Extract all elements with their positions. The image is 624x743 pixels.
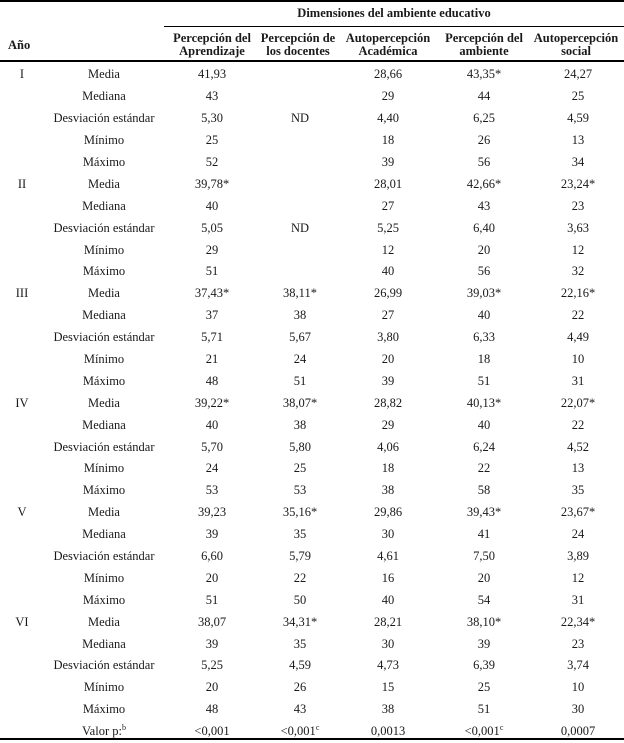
value-cell: 27 — [381, 198, 395, 213]
value-cell: 5,05 — [201, 220, 223, 235]
value-cell: 35,16* — [282, 505, 318, 520]
value-cell: 24 — [571, 527, 585, 542]
stat-label-cell: Mínimo — [83, 570, 125, 585]
value-cell: 5,70 — [201, 439, 223, 454]
value-cell: 39 — [381, 373, 395, 388]
value-cell: 38,07* — [282, 395, 318, 410]
col-header-percepcion-aprendizaje — [164, 32, 260, 58]
value-cell: 21 — [205, 352, 219, 367]
stat-label-cell: Mínimo — [83, 461, 125, 476]
value-cell: 6,39 — [473, 658, 495, 673]
value-cell: 18 — [381, 461, 395, 476]
year-cell: II — [17, 176, 27, 191]
value-cell: 13 — [571, 133, 585, 148]
value-cell: 56 — [477, 264, 491, 279]
value-cell — [260, 261, 340, 283]
stat-label-cell: Desviación estándar — [53, 111, 155, 126]
value-cell: 40 — [205, 198, 219, 213]
value-cell: 25 — [477, 680, 491, 695]
stat-label-cell: Desviación estándar — [53, 220, 155, 235]
stat-label-cell: Mínimo — [83, 133, 125, 148]
value-cell: 30 — [381, 527, 395, 542]
year-cell: V — [17, 505, 27, 520]
value-cell: 3,74 — [567, 658, 589, 673]
stat-label-cell: Mediana — [82, 527, 126, 542]
col-header-line: Autopercepción — [345, 31, 431, 45]
stat-label-cell: Máximo — [82, 592, 126, 607]
pvalue-cell-text: <0,001 — [194, 724, 230, 739]
value-cell: 5,71 — [201, 330, 223, 345]
stat-label-cell: Mediana — [82, 417, 126, 432]
year-cell — [0, 239, 44, 261]
value-cell: 27 — [381, 308, 395, 323]
value-cell: 51 — [477, 373, 491, 388]
year-cell — [0, 130, 44, 152]
value-cell: 6,60 — [201, 549, 223, 564]
stat-label-cell: Desviación estándar — [53, 549, 155, 564]
value-cell: 12 — [571, 570, 585, 585]
value-cell: ND — [290, 111, 310, 126]
col-header-autopercepcion-social — [528, 32, 624, 58]
value-cell: 37,43* — [194, 286, 230, 301]
table-row — [0, 173, 624, 195]
year-cell — [0, 108, 44, 130]
value-cell: 39,78* — [194, 176, 230, 191]
table-row — [0, 195, 624, 217]
stat-label-cell: Mínimo — [83, 242, 125, 257]
value-cell: 20 — [205, 570, 219, 585]
value-cell: 35 — [293, 636, 307, 651]
value-cell — [260, 152, 340, 174]
table-row — [0, 677, 624, 699]
table-row — [0, 392, 624, 414]
value-cell — [260, 130, 340, 152]
value-cell: 51 — [477, 702, 491, 717]
value-cell: 32 — [571, 264, 585, 279]
stat-label-cell: Desviación estándar — [53, 439, 155, 454]
value-cell: 48 — [205, 373, 219, 388]
footnote-marker: b — [121, 723, 126, 732]
table-row — [0, 152, 624, 174]
col-header-line: Percepción del — [445, 31, 523, 45]
value-cell: 12 — [571, 242, 585, 257]
value-cell: 35 — [571, 483, 585, 498]
value-cell: 40 — [205, 417, 219, 432]
col-header-line: Percepción del — [173, 31, 251, 45]
year-cell — [0, 217, 44, 239]
stat-label-cell: Máximo — [82, 155, 126, 169]
footnote-marker: c — [499, 723, 504, 732]
dimension-underline — [164, 26, 624, 27]
value-cell — [260, 195, 340, 217]
col-header-line: Autopercepción — [533, 31, 619, 45]
year-cell: I — [19, 67, 25, 82]
col-header-line: Académica — [358, 44, 418, 58]
year-cell — [0, 349, 44, 371]
value-cell: 6,25 — [473, 111, 495, 126]
year-cell: III — [15, 286, 29, 301]
value-cell: 4,49 — [567, 330, 589, 345]
value-cell: 39,23 — [197, 505, 227, 520]
value-cell: 29,86 — [373, 505, 403, 520]
table-row — [0, 86, 624, 108]
year-cell — [0, 305, 44, 327]
stat-label-cell: Máximo — [82, 373, 126, 388]
year-cell — [0, 86, 44, 108]
stat-label-cell: Mediana — [82, 308, 126, 323]
value-cell: 23,67* — [560, 505, 596, 520]
value-cell: 39 — [205, 527, 219, 542]
table-row — [0, 567, 624, 589]
stat-label-cell: Media — [88, 67, 120, 82]
value-cell: 10 — [571, 352, 585, 367]
value-cell: 50 — [293, 592, 307, 607]
value-cell: 25 — [571, 89, 585, 104]
value-cell: ND — [290, 220, 310, 235]
stat-label-cell: Media — [88, 614, 120, 629]
value-cell: 5,30 — [201, 111, 223, 126]
value-cell: 29 — [381, 89, 395, 104]
value-cell: 31 — [571, 373, 585, 388]
value-cell: 53 — [293, 483, 307, 498]
header-rule — [0, 60, 624, 62]
value-cell: 29 — [381, 417, 395, 432]
value-cell: 22 — [293, 570, 307, 585]
top-rule — [0, 0, 624, 2]
year-cell — [0, 414, 44, 436]
pvalue-label-cell-text: Valor p: — [82, 724, 122, 739]
col-header-autopercepcion-academica — [340, 32, 436, 58]
value-cell: 18 — [381, 133, 395, 148]
value-cell: 40 — [381, 264, 395, 279]
value-cell: 13 — [571, 461, 585, 476]
year-cell — [0, 589, 44, 611]
value-cell: 38,11* — [283, 286, 317, 301]
value-cell — [260, 64, 340, 86]
stat-label-cell: Mínimo — [83, 352, 125, 367]
value-cell: 28,66 — [373, 67, 403, 82]
value-cell: 24,27 — [563, 67, 593, 82]
year-cell — [0, 655, 44, 677]
value-cell: 38 — [293, 308, 307, 323]
value-cell: 38 — [381, 483, 395, 498]
table-row — [0, 370, 624, 392]
year-cell — [0, 327, 44, 349]
value-cell: 43 — [205, 89, 219, 104]
value-cell: 6,24 — [473, 439, 495, 454]
value-cell: 23,24* — [560, 176, 596, 191]
col-header-line: Percepción de — [260, 31, 336, 45]
value-cell: 41,93 — [197, 67, 227, 82]
table-row — [0, 458, 624, 480]
value-cell: 34,31* — [282, 614, 318, 629]
value-cell: 22,07* — [560, 395, 596, 410]
value-cell: 38 — [381, 702, 395, 717]
value-cell: 26 — [293, 680, 307, 695]
value-cell: 20 — [381, 352, 395, 367]
stat-label-cell: Máximo — [82, 702, 126, 717]
value-cell: 20 — [205, 680, 219, 695]
value-cell: 40 — [381, 592, 395, 607]
col-header-percepcion-docentes — [258, 32, 338, 58]
value-cell: 39,03* — [466, 286, 502, 301]
year-cell — [0, 677, 44, 699]
value-cell: 3,80 — [377, 330, 399, 345]
value-cell: 31 — [571, 592, 585, 607]
stat-label-cell: Máximo — [82, 483, 126, 498]
year-cell: IV — [15, 395, 29, 410]
value-cell: 25 — [293, 461, 307, 476]
value-cell: 52 — [205, 155, 219, 169]
table-row — [0, 633, 624, 655]
value-cell: 28,01 — [373, 176, 403, 191]
table-row — [0, 283, 624, 305]
value-cell: 40,13* — [466, 395, 502, 410]
value-cell: 51 — [205, 592, 219, 607]
stat-label-cell: Media — [88, 395, 120, 410]
value-cell: 18 — [477, 352, 491, 367]
value-cell: 22,34* — [560, 614, 596, 629]
value-cell: 15 — [381, 680, 395, 695]
footnote-marker: c — [315, 723, 320, 732]
value-cell: 22 — [477, 461, 491, 476]
value-cell: 28,21 — [373, 614, 403, 629]
stat-label-cell: Media — [88, 505, 120, 520]
value-cell: 39 — [477, 636, 491, 651]
table-body — [0, 64, 624, 743]
value-cell: 39 — [205, 636, 219, 651]
value-cell: 43 — [477, 198, 491, 213]
table-row — [0, 414, 624, 436]
table-row — [0, 349, 624, 371]
table-row — [0, 327, 624, 349]
value-cell: 22,16* — [560, 286, 596, 301]
value-cell: 39,43* — [466, 505, 502, 520]
value-cell: 16 — [381, 570, 395, 585]
dimension-title: Dimensiones del ambiente educativo — [297, 6, 491, 20]
value-cell: 58 — [477, 483, 491, 498]
value-cell: 5,25 — [377, 220, 399, 235]
bottom-rule — [0, 738, 624, 740]
value-cell: 23 — [571, 198, 585, 213]
value-cell — [260, 86, 340, 108]
value-cell: 24 — [205, 461, 219, 476]
col-header-line: Aprendizaje — [179, 44, 245, 58]
value-cell: 23 — [571, 636, 585, 651]
value-cell: 7,50 — [473, 549, 495, 564]
year-cell — [0, 699, 44, 721]
value-cell: 28,82 — [373, 395, 403, 410]
value-cell: 25 — [205, 133, 219, 148]
table-row — [0, 436, 624, 458]
stat-label-cell: Desviación estándar — [53, 658, 155, 673]
value-cell: 29 — [205, 242, 219, 257]
year-cell — [0, 567, 44, 589]
year-cell — [0, 524, 44, 546]
year-cell — [0, 633, 44, 655]
stat-label-cell: Mediana — [82, 636, 126, 651]
value-cell: 3,89 — [567, 549, 589, 564]
value-cell: 39,22* — [194, 395, 230, 410]
pvalue-cell-text: <0,001 — [464, 724, 500, 739]
col-header-line: social — [561, 44, 591, 58]
value-cell: 41 — [477, 527, 491, 542]
value-cell: 5,67 — [289, 330, 311, 345]
value-cell: 3,63 — [567, 220, 589, 235]
table-row — [0, 261, 624, 283]
value-cell: 4,59 — [289, 658, 311, 673]
stat-label-cell: Media — [88, 286, 120, 301]
value-cell: 10 — [571, 680, 585, 695]
table-row — [0, 699, 624, 721]
table-row — [0, 217, 624, 239]
year-header: Año — [8, 38, 31, 52]
value-cell: 26,99 — [373, 286, 403, 301]
year-cell — [0, 458, 44, 480]
value-cell: 6,40 — [473, 220, 495, 235]
value-cell: 54 — [477, 592, 491, 607]
value-cell: 4,61 — [377, 549, 399, 564]
value-cell: 4,40 — [377, 111, 399, 126]
pvalue-cell-text: 0,0013 — [370, 724, 406, 739]
table-row — [0, 655, 624, 677]
col-header-percepcion-ambiente — [436, 32, 532, 58]
year-cell: VI — [15, 614, 29, 629]
value-cell: 38,10* — [466, 614, 502, 629]
value-cell: 43,35* — [466, 67, 502, 82]
col-header-line: los docentes — [266, 44, 330, 58]
table-row — [0, 480, 624, 502]
stat-label-cell: Máximo — [82, 264, 126, 279]
value-cell: 38,07 — [197, 614, 227, 629]
value-cell — [260, 239, 340, 261]
value-cell — [260, 173, 340, 195]
pvalue-cell-text: <0,001 — [280, 724, 316, 739]
value-cell: 40 — [477, 417, 491, 432]
stat-label-cell: Mediana — [82, 89, 126, 104]
value-cell: 42,66* — [466, 176, 502, 191]
year-cell — [0, 152, 44, 174]
value-cell: 48 — [205, 702, 219, 717]
value-cell: 35 — [293, 527, 307, 542]
value-cell: 40 — [477, 308, 491, 323]
table-row — [0, 108, 624, 130]
value-cell: 56 — [477, 155, 491, 169]
value-cell: 38 — [293, 417, 307, 432]
value-cell: 24 — [293, 352, 307, 367]
value-cell: 12 — [381, 242, 395, 257]
table-row — [0, 305, 624, 327]
value-cell: 22 — [571, 417, 585, 432]
stat-label-cell: Media — [88, 176, 120, 191]
value-cell: 43 — [293, 702, 307, 717]
value-cell: 4,59 — [567, 111, 589, 126]
statistics-table — [0, 64, 624, 743]
col-header-line: ambiente — [459, 44, 509, 58]
year-cell — [0, 370, 44, 392]
value-cell: 5,25 — [201, 658, 223, 673]
table-row — [0, 611, 624, 633]
stat-label-cell: Mínimo — [83, 680, 125, 695]
value-cell: 4,52 — [567, 439, 589, 454]
value-cell: 51 — [293, 373, 307, 388]
table-row — [0, 589, 624, 611]
value-cell: 20 — [477, 570, 491, 585]
year-cell — [0, 261, 44, 283]
value-cell: 30 — [381, 636, 395, 651]
table-row — [0, 239, 624, 261]
year-cell — [0, 195, 44, 217]
stat-label-cell: Mediana — [82, 198, 126, 213]
value-cell: 39 — [381, 155, 395, 169]
value-cell: 44 — [477, 89, 491, 104]
table-row — [0, 64, 624, 86]
value-cell: 22 — [571, 308, 585, 323]
pvalue-cell-text: 0,0007 — [560, 724, 596, 739]
value-cell: 51 — [205, 264, 219, 279]
stat-label-cell: Desviación estándar — [53, 330, 155, 345]
value-cell: 34 — [571, 155, 585, 169]
value-cell: 53 — [205, 483, 219, 498]
table-row — [0, 502, 624, 524]
year-cell — [0, 480, 44, 502]
value-cell: 26 — [477, 133, 491, 148]
table-row — [0, 130, 624, 152]
value-cell: 30 — [571, 702, 585, 717]
value-cell: 6,33 — [473, 330, 495, 345]
year-cell — [0, 436, 44, 458]
value-cell: 4,73 — [377, 658, 399, 673]
table-row — [0, 546, 624, 568]
value-cell: 5,79 — [289, 549, 311, 564]
value-cell: 4,06 — [377, 439, 399, 454]
table-row — [0, 524, 624, 546]
year-cell — [0, 546, 44, 568]
value-cell: 5,80 — [289, 439, 311, 454]
value-cell: 20 — [477, 242, 491, 257]
value-cell: 37 — [205, 308, 219, 323]
